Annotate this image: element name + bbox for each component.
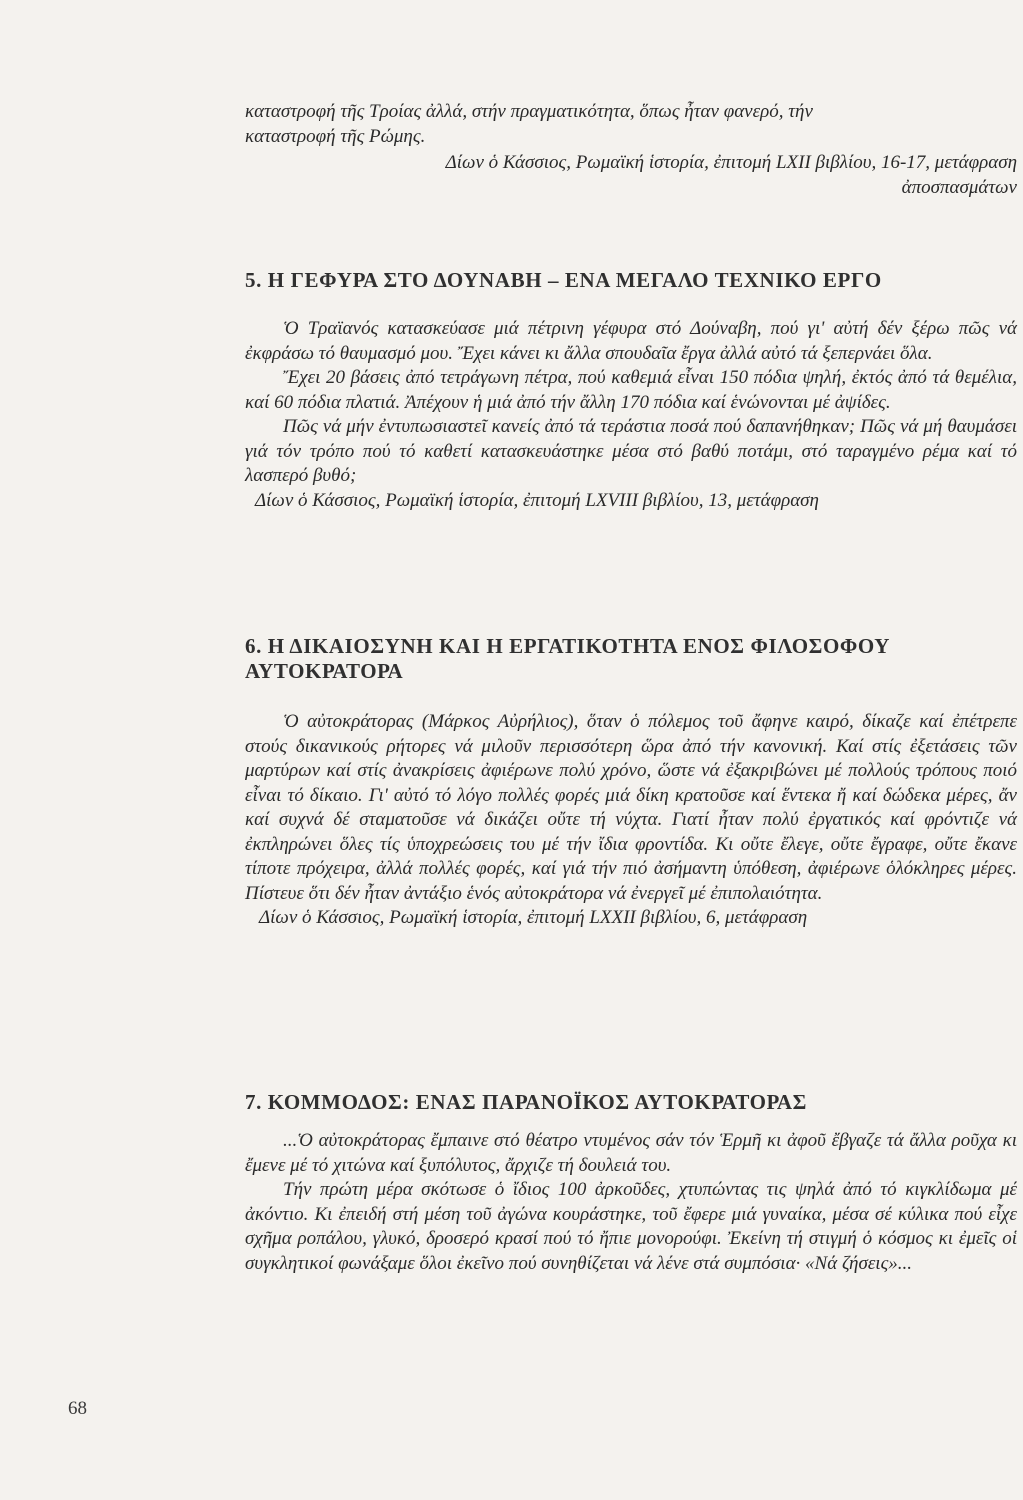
intro-line-2: καταστροφή τῆς Ρώμης. xyxy=(245,125,426,147)
section-6-heading-line-1: 6. Η ΔΙΚΑΙΟΣΥΝΗ ΚΑΙ Η ΕΡΓΑΤΙΚΟΤΗΤΑ ΕΝΟΣ ΦΙΛΟΣΟΦΟΥ xyxy=(245,634,891,658)
section-5 xyxy=(245,268,1017,513)
section-5-paragraph-1: Ὁ Τραϊανός κατασκεύασε μιά πέτρινη γέφυρα στό Δούναβη, πού γι' αὐτή δέν ξέρω πῶς νά ἐκφράσω τό θαυμασμό μου. Ἔχει κάνει κι ἄλλα σπουδαῖα ἔργα ἀλλά αὐτό τά ξεπερνάει ὅλα. xyxy=(245,318,1017,364)
section-7-paragraph-1: ...Ὁ αὐτοκράτορας ἔμπαινε στό θέατρο ντυμένος σάν τόν Ἑρμῆ κι ἀφοῦ ἔβγαζε τά ἄλλα ροῦχα κι ἔμενε μέ τό χιτώνα καί ξυπόλυτος, ἄρχιζε τή δουλειά του. xyxy=(245,1130,1017,1176)
section-5-paragraph-2: Ἔχει 20 βάσεις ἀπό τετράγωνη πέτρα, πού καθεμιά εἶναι 150 πόδια ψηλή, ἐκτός ἀπό τά θεμέλια, καί 60 πόδια πλατιά. Ἀπέχουν ἡ μιά ἀπό τήν ἄλλη 170 πόδια καί ἑνώνονται μέ ἀψίδες. xyxy=(245,367,1017,413)
section-5-paragraph-3: Πῶς νά μήν ἐντυπωσιαστεῖ κανείς ἀπό τά τεράστια ποσά πού δαπανήθηκαν; Πῶς νά μή θαυμάσει γιά τόν τρόπο πού τό καθετί κατασκευάστηκε μέσα στό βαθύ ποτάμι, στό ταραγμένο ρέμα καί τό λασπερό βυθό; xyxy=(245,416,1017,486)
page-number: 68 xyxy=(68,1398,87,1419)
section-6 xyxy=(245,634,1017,931)
intro-source-1: Δίων ὁ Κάσσιος, Ρωμαϊκή ἱστορία, ἐπιτομή LXII βιβλίου, 16-17, μετάφραση xyxy=(445,152,1017,173)
section-7-heading: 7. ΚΟΜΜΟΔΟΣ: ΕΝΑΣ ΠΑΡΑΝΟΪΚΟΣ ΑΥΤΟΚΡΑΤΟΡΑΣ xyxy=(245,1090,807,1114)
section-5-source: Δίων ὁ Κάσσιος, Ρωμαϊκή ἱστορία, ἐπιτομή LXVIII βιβλίου, 13, μετάφραση xyxy=(255,489,819,511)
intro-source-2: ἀποσπασμάτων xyxy=(901,176,1017,198)
intro-line-1: καταστροφή τῆς Τροίας ἀλλά, στήν πραγματικότητα, ὅπως ἦταν φανερό, τήν xyxy=(245,101,813,122)
section-6-source: Δίων ὁ Κάσσιος, Ρωμαϊκή ἱστορία, ἐπιτομή LXXII βιβλίου, 6, μετάφραση xyxy=(259,907,808,928)
section-6-paragraph-1: Ὁ αὐτοκράτορας (Μάρκος Αὐρήλιος), ὅταν ὁ πόλεμος τοῦ ἄφηνε καιρό, δίκαζε καί ἐπέτρεπε στούς δικανικούς ρήτορες νά μιλοῦν περισσότερη ὥρα ἀπό τήν κανονική. Καί στίς ἐξετάσεις τῶν μαρτύρων καί στίς ἀνακρίσεις ἀφιέρωνε πολύ χρόνο, ὥστε νά ἐξακριβώνει μέ πολλούς τρόπους ποιό εἶναι τό δίκαιο. Γι' αὐτό τό λόγο πολλές φορές μιά δίκη κρατοῦσε καί ἕντεκα ἤ καί δώδεκα μέρες, ἄν καί συχνά δέ σταματοῦσε νά δικάζει οὔτε τή νύχτα. Γιατί ἦταν πολύ ἐργατικός καί φρόντιζε νά ἐκπληρώνει ὅλες τίς ὑποχρεώσεις του μέ τήν ἴδια φροντίδα. Κι οὔτε ἔλεγε, οὔτε ἔγραφε, οὔτε ἔκανε τίποτε πρόχειρα, ἀλλά πολλές φορές, καί γιά τήν πιό ἀσήμαντη ὑπόθεση, ἀφιέρωνε ὁλόκληρες μέρες. Πίστευε ὅτι δέν ἦταν ἀντάξιο ἑνός αὐτοκράτορα νά ἐνεργεῖ μέ ἐπιπολαιότητα. xyxy=(245,711,1017,904)
intro-block xyxy=(245,100,1017,200)
section-7 xyxy=(245,1090,1017,1276)
section-7-paragraph-2: Τήν πρώτη μέρα σκότωσε ὁ ἴδιος 100 ἀρκοῦδες, χτυπώντας τις ψηλά ἀπό τό κιγκλίδωμα μέ ἀκόντιο. Κι ἐπειδή στή μέση τοῦ ἀγώνα κουράστηκε, τοῦ ἔφερε μιά γυναίκα, μέσα σέ κύλικα πού εἶχε σχῆμα ροπάλου, γλυκό, δροσερό κρασί πού τό ἤπιε μονορούφι. Ἐκείνη τή στιγμή ὁ κόσμος κι ἐμεῖς οἱ συγκλητικοί φωνάξαμε ὅλοι ἐκεῖνο πού συνηθίζεται νά λένε στά συμπόσια· «Νά ζήσεις»... xyxy=(245,1179,1017,1274)
section-5-heading: 5. Η ΓΕΦΥΡΑ ΣΤΟ ΔΟΥΝΑΒΗ – ΕΝΑ ΜΕΓΑΛΟ ΤΕΧΝΙΚΟ ΕΡΓΟ xyxy=(245,268,882,292)
section-6-heading-line-2: ΑΥΤΟΚΡΑΤΟΡΑ xyxy=(245,659,404,683)
